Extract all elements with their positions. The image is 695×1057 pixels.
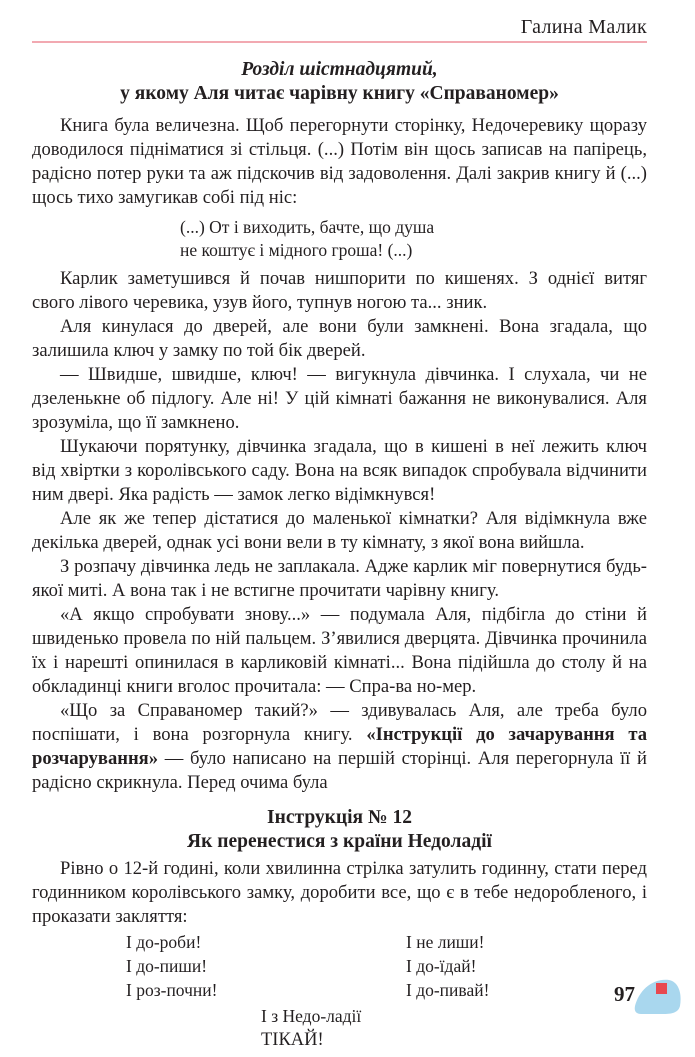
- spell-line: І до-роби!: [126, 932, 202, 952]
- instruction-text: Рівно о 12-й годині, коли хвилинна стрілка затулить годинну, стати перед годинником королівського замку, доробити все, що є в тебе недоробленого, і проказати закляття:: [32, 858, 647, 927]
- spell-line: І не лиши!: [406, 932, 485, 952]
- paragraph: «А якщо спробувати знову...» — подумала Аля, підбігла до стіни й швиденько провела по ній пальцем. З’явилися дверцята. Дівчинка прочинила їх і нарешті опинилася в карликовій кімнаті... Вона підійшла до столу й на обкладинці книги вголос прочитала: — Спра-ва но-мер.: [32, 604, 647, 697]
- spell-right-column: [406, 930, 489, 1002]
- paragraph-text: «Що за Справаномер такий?» — здивувалась Аля, але треба було поспішати, і вона розгорнула книгу.: [32, 700, 647, 745]
- page-number: 97: [614, 982, 635, 1006]
- poem-line: не коштує і мідного гроша! (...): [180, 240, 413, 260]
- paragraph: Шукаючи порятунку, дівчинка згадала, що в кишені в неї лежить ключ від хвіртки з королівського саду. Вона на всяк випадок спробувала відчинити ним двері. Яка радість — замок легко відімкнувся!: [32, 436, 647, 505]
- paragraph: Книга була величезна. Щоб перегорнути сторінку, Недочеревику щоразу доводилося підніматися зі стільця. (...) Потім він щось записав на папірець, радісно потер руки та аж підскочив від задоволення. Далі закрив книгу й (...) щось тихо замугикав собі під ніс:: [32, 115, 647, 208]
- paragraph: Аля кинулася до дверей, але вони були замкнені. Вона згадала, що залишила ключ у замку по той бік дверей.: [32, 316, 647, 361]
- spell-left-column: [126, 930, 217, 1002]
- page-content: [32, 58, 647, 1057]
- poem-line: (...) От і виходить, бачте, що душа: [180, 217, 435, 237]
- spell-line: І роз-почни!: [126, 980, 218, 1000]
- instruction-title-line1: Інструкція № 12: [267, 807, 412, 828]
- spell-line: І до-пивай!: [406, 980, 490, 1000]
- decoration-square: [656, 983, 667, 994]
- chapter-title-line1: Розділ шістнадцятий,: [241, 59, 438, 80]
- paragraph: — Швидше, швидше, ключ! — вигукнула дівчинка. І слухала, чи не дзеленькне об підлогу. Але ні! У цій кімнаті бажання не виконувалися. Аля зрозуміла, що її замкнено.: [32, 364, 647, 433]
- poem-quote: [180, 216, 647, 262]
- spell-final: [261, 1004, 361, 1052]
- header-rule: [32, 41, 647, 43]
- spell-line: І до-їдай!: [406, 956, 477, 976]
- spell-final-line: ТІКАЙ!: [261, 1030, 324, 1050]
- running-header-author: Галина Малик: [520, 16, 647, 38]
- page-corner-decoration-icon: [633, 974, 683, 1014]
- chapter-title: [32, 58, 647, 106]
- book-title-bold: «Інструкції до зачарування та розчарування»: [32, 724, 647, 769]
- instruction-title: [32, 806, 647, 854]
- spell-final-line: І з Недо-ладії: [261, 1006, 362, 1026]
- spell-line: І до-пиши!: [126, 956, 208, 976]
- paragraph: Але як же тепер дістатися до маленької кімнатки? Аля відімкнула вже декілька дверей, однак усі вони вели в ту кімнату, з якої вона вийшла.: [32, 508, 647, 553]
- paragraph: [32, 699, 647, 795]
- instruction-title-line2: Як перенестися з країни Недоладії: [187, 831, 492, 852]
- paragraph: З розпачу дівчинка ледь не заплакала. Адже карлик міг повернутися будь-якої миті. А вона так і не встигне прочитати чарівну книгу.: [32, 556, 647, 601]
- paragraph: Карлик заметушився й почав нишпорити по кишенях. З однієї витяг свого лівого черевика, узув його, тупнув ногою та... зник.: [32, 268, 647, 313]
- spell-block: [32, 929, 647, 1057]
- paragraph-text: — було написано на першій сторінці. Аля перегорнула її й радісно скрикнула. Перед очима була: [32, 748, 647, 793]
- chapter-title-line2: у якому Аля читає чарівну книгу «Справаномер»: [120, 83, 559, 104]
